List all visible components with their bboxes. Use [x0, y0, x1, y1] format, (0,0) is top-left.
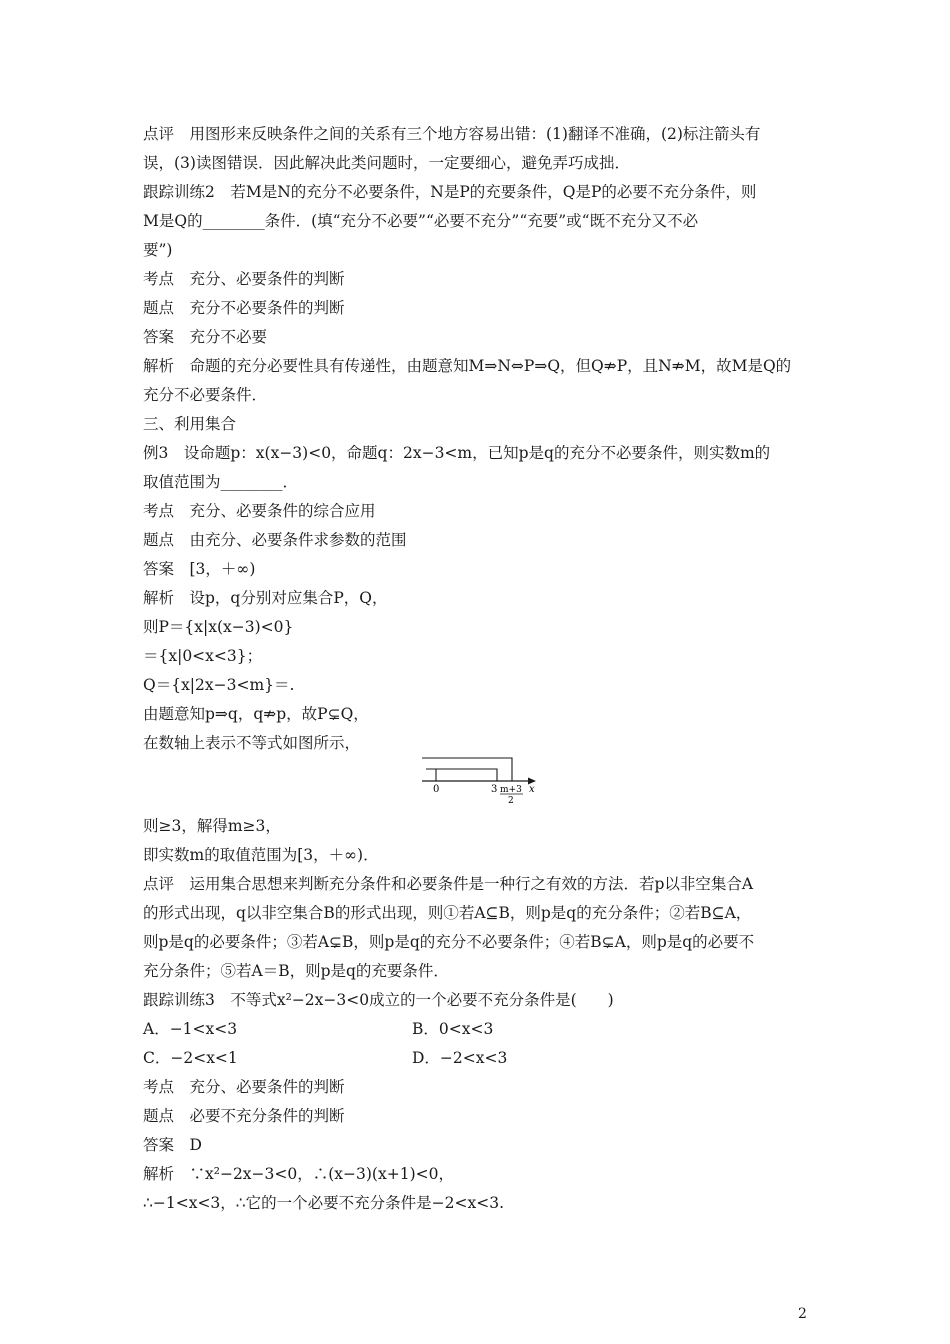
analysis-line-2: 充分不必要条件． [143, 386, 268, 404]
analysis-line-1: 解析 命题的充分必要性具有传递性，由题意知M⇒N⇔P⇒Q，但Q⇏P，且N⇏M，故M是Q的 [143, 357, 792, 375]
analysis-line-2: ∴−1<x<3，∴它的一个必要不充分条件是−2<x<3. [143, 1194, 505, 1212]
analysis-line-3: ＝{x|0<x<3}； [143, 647, 263, 665]
tick-label-0: 0 [433, 784, 440, 795]
comment-line-2: 的形式出现，q以非空集合B的形式出现，则①若A⊆B，则p是q的充分条件；②若B⊆A， [143, 904, 752, 922]
topic-line: 考点 充分、必要条件的判断 [143, 1078, 345, 1096]
analysis-line-6: 在数轴上表示不等式如图所示， [143, 734, 361, 752]
analysis-line-4: Q＝{x|2x−3<m}＝. [143, 676, 295, 694]
analysis-line-1: 解析 ∵x²−2x−3<0，∴(x−3)(x+1)<0， [143, 1165, 454, 1183]
option-d: D．−2<x<3 [412, 1049, 508, 1067]
example-3-line-2: 取值范围为________． [143, 473, 299, 491]
comment-line-2: 误，(3)读图错误．因此解决此类问题时，一定要细心，避免弄巧成拙． [143, 154, 630, 172]
tick-label-denominator: 2 [508, 796, 514, 806]
comment-line-4: 充分条件；⑤若A＝B，则p是q的充要条件． [143, 962, 449, 980]
axis-label-x: x [529, 784, 535, 795]
comment-line-1: 点评 运用集合思想来判断充分条件和必要条件是一种行之有效的方法．若p以非空集合A [143, 875, 754, 893]
subtopic-line: 题点 充分不必要条件的判断 [143, 299, 345, 317]
analysis-line-7: 则≥3，解得m≥3， [143, 817, 281, 835]
number-line-figure [418, 750, 540, 806]
tick-label-3: 3 [491, 784, 498, 795]
topic-line: 考点 充分、必要条件的判断 [143, 270, 345, 288]
comment-line-3: 则p是q的必要条件；③若A⊊B，则p是q的充分不必要条件；④若B⊊A，则p是q的必要不 [143, 933, 755, 951]
topic-line: 考点 充分、必要条件的综合应用 [143, 502, 376, 520]
page-number: 2 [798, 1306, 807, 1322]
analysis-line-1: 解析 设p，q分别对应集合P，Q， [143, 589, 388, 607]
answer-line: 答案 D [143, 1136, 202, 1154]
option-b: B．0<x<3 [412, 1020, 494, 1038]
set-p-bracket [426, 769, 497, 781]
analysis-line-8: 即实数m的取值范围为[3，＋∞)． [143, 846, 379, 864]
example-3-line-1: 例3 设命题p：x(x−3)<0，命题q：2x−3<m，已知p是q的充分不必要条件，则实数m的 [143, 444, 771, 462]
comment-line-1: 点评 用图形来反映条件之间的关系有三个地方容易出错：(1)翻译不准确，(2)标注箭头有 [143, 125, 761, 143]
tick-label-numerator: m+3 [500, 785, 522, 795]
analysis-line-2: 则P＝{x|x(x−3)<0} [143, 618, 294, 636]
section-heading: 三、利用集合 [143, 415, 237, 433]
exercise-3-question: 跟踪训练3 不等式x²−2x−3<0成立的一个必要不充分条件是( ) [143, 991, 614, 1009]
answer-line: 答案 充分不必要 [143, 328, 268, 346]
subtopic-line: 题点 由充分、必要条件求参数的范围 [143, 531, 407, 549]
exercise-2-line-3: 要”) [143, 241, 173, 259]
analysis-line-5: 由题意知p⇒q，q⇏p，故P⊊Q， [143, 705, 369, 723]
option-c: C．−2<x<1 [143, 1049, 238, 1067]
answer-line: 答案 [3，＋∞) [143, 560, 256, 578]
subtopic-line: 题点 必要不充分条件的判断 [143, 1107, 345, 1125]
exercise-2-line-2: M是Q的________条件．(填“充分不必要”“必要不充分”“充要”或“既不充分又不必 [143, 212, 699, 230]
option-a: A．−1<x<3 [143, 1020, 238, 1038]
exercise-2-line-1: 跟踪训练2 若M是N的充分不必要条件，N是P的充要条件，Q是P的必要不充分条件，则 [143, 183, 757, 201]
